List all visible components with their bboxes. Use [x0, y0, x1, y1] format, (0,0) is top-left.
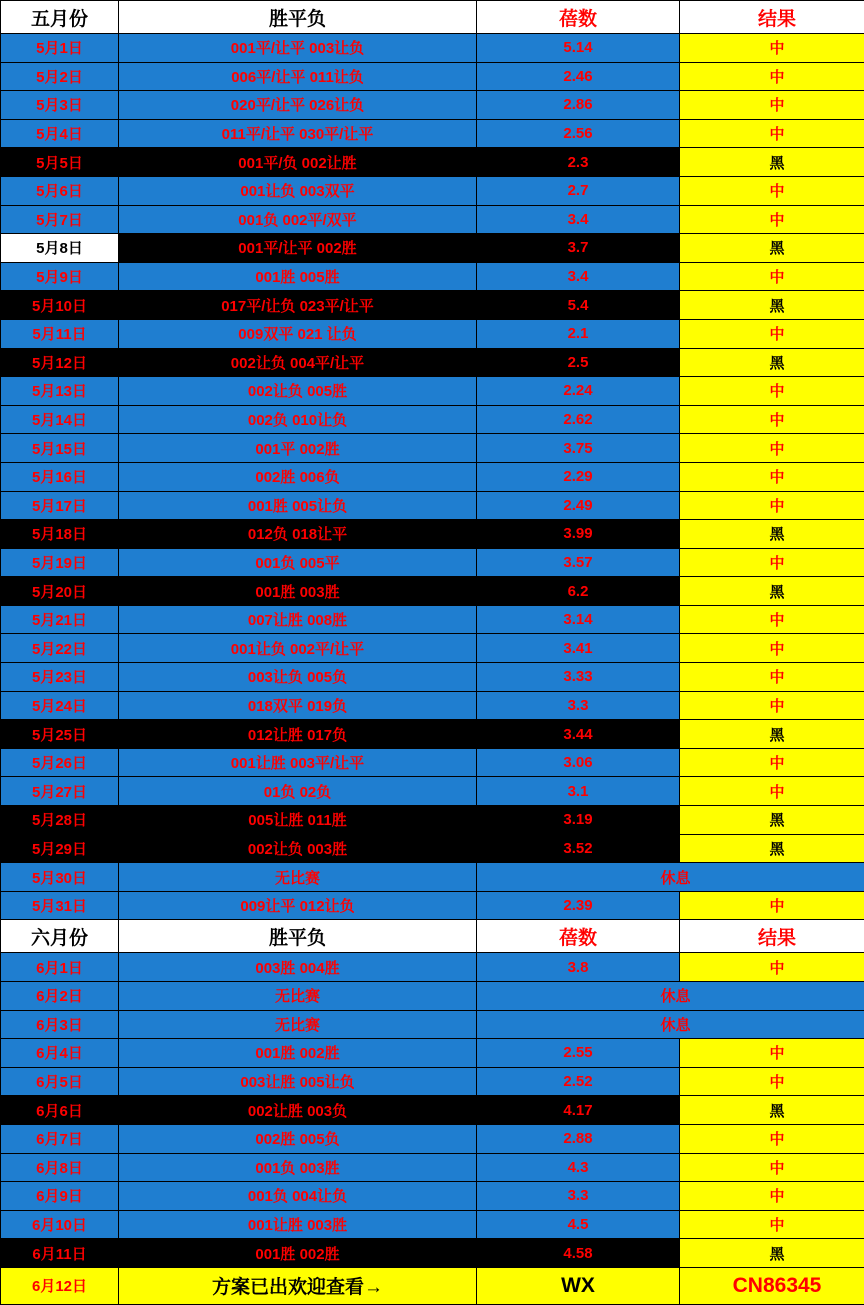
row-date: 6月8日 [1, 1153, 119, 1182]
footer-wechat-id[interactable]: CN86345 [680, 1267, 864, 1304]
header-cell-match: 胜平负 [119, 1, 477, 34]
row-match: 001平/让平 003让负 [119, 34, 477, 63]
row-odds: 3.3 [477, 1182, 680, 1211]
row-match: 005让胜 011胜 [119, 806, 477, 835]
row-match: 002让负 005胜 [119, 377, 477, 406]
row-match: 001负 004让负 [119, 1182, 477, 1211]
table-row [1, 462, 864, 491]
row-result: 中 [680, 691, 864, 720]
row-date: 6月7日 [1, 1124, 119, 1153]
header-cell-result: 结果 [680, 1, 864, 34]
row-result: 中 [680, 405, 864, 434]
table-row [1, 319, 864, 348]
row-result: 中 [680, 176, 864, 205]
row-odds: 2.55 [477, 1039, 680, 1068]
table-row [1, 720, 864, 749]
row-result: 中 [680, 777, 864, 806]
table-row [1, 91, 864, 120]
row-match: 无比赛 [119, 863, 477, 892]
table-row [1, 348, 864, 377]
row-result: 黑 [680, 720, 864, 749]
row-date: 5月16日 [1, 462, 119, 491]
row-match: 002胜 005负 [119, 1124, 477, 1153]
row-match: 002让负 004平/让平 [119, 348, 477, 377]
table-row [1, 834, 864, 863]
row-date: 6月10日 [1, 1210, 119, 1239]
row-result: 中 [680, 748, 864, 777]
row-odds: 6.2 [477, 577, 680, 606]
row-result: 中 [680, 1124, 864, 1153]
row-match: 003胜 004胜 [119, 953, 477, 982]
row-date: 5月24日 [1, 691, 119, 720]
row-result: 中 [680, 663, 864, 692]
row-date: 5月30日 [1, 863, 119, 892]
footer-row [1, 1267, 864, 1304]
table-row [1, 205, 864, 234]
header-cell-date: 六月份 [1, 920, 119, 953]
row-date: 5月13日 [1, 377, 119, 406]
row-match: 001负 002平/双平 [119, 205, 477, 234]
row-date: 5月10日 [1, 291, 119, 320]
table-row [1, 806, 864, 835]
row-match: 001平 002胜 [119, 434, 477, 463]
table-row [1, 1067, 864, 1096]
row-date: 5月31日 [1, 891, 119, 920]
row-date: 5月23日 [1, 663, 119, 692]
row-result: 中 [680, 1210, 864, 1239]
row-odds: 2.1 [477, 319, 680, 348]
row-date: 5月19日 [1, 548, 119, 577]
row-odds: 2.5 [477, 348, 680, 377]
table-row [1, 863, 864, 892]
row-date: 5月26日 [1, 748, 119, 777]
table-header-row-june [1, 920, 864, 953]
table-row [1, 1039, 864, 1068]
table-row [1, 491, 864, 520]
row-match: 001让负 002平/让平 [119, 634, 477, 663]
footer-promo-text[interactable]: 方案已出欢迎查看→ [119, 1267, 477, 1304]
row-match: 017平/让负 023平/让平 [119, 291, 477, 320]
table-row [1, 62, 864, 91]
table-row [1, 777, 864, 806]
row-result: 中 [680, 462, 864, 491]
table-row [1, 548, 864, 577]
table-header-row-may [1, 1, 864, 34]
row-result: 中 [680, 262, 864, 291]
row-date: 5月4日 [1, 119, 119, 148]
row-date: 5月20日 [1, 577, 119, 606]
header-cell-date: 五月份 [1, 1, 119, 34]
row-result: 黑 [680, 1239, 864, 1268]
row-result: 中 [680, 891, 864, 920]
table-row [1, 405, 864, 434]
row-date: 5月21日 [1, 605, 119, 634]
row-match: 007让胜 008胜 [119, 605, 477, 634]
row-date: 5月7日 [1, 205, 119, 234]
row-date: 5月22日 [1, 634, 119, 663]
table-row [1, 691, 864, 720]
row-odds: 2.24 [477, 377, 680, 406]
row-result: 中 [680, 953, 864, 982]
row-odds: 休息 [477, 863, 864, 892]
table-row [1, 748, 864, 777]
row-date: 6月5日 [1, 1067, 119, 1096]
row-odds: 休息 [477, 982, 864, 1011]
row-odds: 3.44 [477, 720, 680, 749]
row-odds: 3.33 [477, 663, 680, 692]
row-odds: 3.57 [477, 548, 680, 577]
row-date: 5月3日 [1, 91, 119, 120]
row-match: 003让负 005负 [119, 663, 477, 692]
row-match: 020平/让平 026让负 [119, 91, 477, 120]
row-result: 黑 [680, 291, 864, 320]
row-match: 001平/让平 002胜 [119, 234, 477, 263]
row-match: 011平/让平 030平/让平 [119, 119, 477, 148]
row-odds: 5.4 [477, 291, 680, 320]
row-odds: 3.1 [477, 777, 680, 806]
row-match: 001胜 005胜 [119, 262, 477, 291]
row-match: 001胜 003胜 [119, 577, 477, 606]
table-row [1, 1124, 864, 1153]
row-result: 中 [680, 377, 864, 406]
row-date: 5月12日 [1, 348, 119, 377]
table-row [1, 176, 864, 205]
table-row [1, 1096, 864, 1125]
row-odds: 2.3 [477, 148, 680, 177]
row-result: 中 [680, 605, 864, 634]
row-result: 中 [680, 1039, 864, 1068]
row-odds: 2.46 [477, 62, 680, 91]
row-match: 009让平 012让负 [119, 891, 477, 920]
row-date: 5月25日 [1, 720, 119, 749]
header-cell-odds: 蓓数 [477, 920, 680, 953]
row-odds: 2.52 [477, 1067, 680, 1096]
row-date: 6月9日 [1, 1182, 119, 1211]
row-match: 018双平 019负 [119, 691, 477, 720]
row-match: 002让胜 003负 [119, 1096, 477, 1125]
row-match: 001让胜 003平/让平 [119, 748, 477, 777]
row-odds: 2.29 [477, 462, 680, 491]
header-cell-result: 结果 [680, 920, 864, 953]
row-odds: 3.19 [477, 806, 680, 835]
footer-date: 6月12日 [1, 1267, 119, 1304]
row-odds: 2.88 [477, 1124, 680, 1153]
table-row [1, 1182, 864, 1211]
row-date: 5月28日 [1, 806, 119, 835]
row-match: 001胜 005让负 [119, 491, 477, 520]
row-odds: 3.7 [477, 234, 680, 263]
row-date: 6月6日 [1, 1096, 119, 1125]
row-result: 中 [680, 91, 864, 120]
row-odds: 2.7 [477, 176, 680, 205]
row-odds: 4.58 [477, 1239, 680, 1268]
row-match: 002让负 003胜 [119, 834, 477, 863]
row-date: 5月29日 [1, 834, 119, 863]
row-odds: 3.06 [477, 748, 680, 777]
table-row [1, 34, 864, 63]
row-result: 中 [680, 1067, 864, 1096]
row-match: 012让胜 017负 [119, 720, 477, 749]
row-date: 6月4日 [1, 1039, 119, 1068]
row-match: 002胜 006负 [119, 462, 477, 491]
row-date: 6月3日 [1, 1010, 119, 1039]
header-cell-match: 胜平负 [119, 920, 477, 953]
row-result: 中 [680, 319, 864, 348]
row-match: 001胜 002胜 [119, 1239, 477, 1268]
row-result: 中 [680, 119, 864, 148]
row-odds: 2.49 [477, 491, 680, 520]
row-date: 5月8日 [1, 234, 119, 263]
row-match: 009双平 021 让负 [119, 319, 477, 348]
row-date: 6月11日 [1, 1239, 119, 1268]
row-date: 5月5日 [1, 148, 119, 177]
row-match: 无比赛 [119, 1010, 477, 1039]
row-odds: 3.52 [477, 834, 680, 863]
row-date: 5月11日 [1, 319, 119, 348]
row-result: 黑 [680, 577, 864, 606]
row-match: 003让胜 005让负 [119, 1067, 477, 1096]
table-row [1, 234, 864, 263]
row-result: 中 [680, 1182, 864, 1211]
row-date: 5月1日 [1, 34, 119, 63]
table-row [1, 119, 864, 148]
row-odds: 3.41 [477, 634, 680, 663]
row-result: 中 [680, 548, 864, 577]
row-match: 006平/让平 011让负 [119, 62, 477, 91]
row-result: 中 [680, 205, 864, 234]
row-match: 012负 018让平 [119, 520, 477, 549]
row-result: 黑 [680, 1096, 864, 1125]
table-row [1, 377, 864, 406]
row-odds: 5.14 [477, 34, 680, 63]
row-odds: 4.17 [477, 1096, 680, 1125]
table-row [1, 982, 864, 1011]
table-row [1, 891, 864, 920]
table-row [1, 577, 864, 606]
table-row [1, 1239, 864, 1268]
row-match: 001负 005平 [119, 548, 477, 577]
row-odds: 休息 [477, 1010, 864, 1039]
row-result: 黑 [680, 806, 864, 835]
row-odds: 3.99 [477, 520, 680, 549]
table-row [1, 605, 864, 634]
row-result: 黑 [680, 234, 864, 263]
row-result: 黑 [680, 148, 864, 177]
row-date: 5月6日 [1, 176, 119, 205]
row-odds: 2.86 [477, 91, 680, 120]
row-match: 001让胜 003胜 [119, 1210, 477, 1239]
table-row [1, 520, 864, 549]
row-date: 5月27日 [1, 777, 119, 806]
table-row [1, 953, 864, 982]
table-row [1, 262, 864, 291]
table-row [1, 634, 864, 663]
row-date: 5月9日 [1, 262, 119, 291]
footer-wechat-label: WX [477, 1267, 680, 1304]
row-odds: 2.56 [477, 119, 680, 148]
table-row [1, 291, 864, 320]
row-date: 5月14日 [1, 405, 119, 434]
row-date: 5月17日 [1, 491, 119, 520]
row-odds: 2.39 [477, 891, 680, 920]
row-odds: 2.62 [477, 405, 680, 434]
row-date: 6月1日 [1, 953, 119, 982]
table-row [1, 148, 864, 177]
row-odds: 3.75 [477, 434, 680, 463]
row-date: 5月18日 [1, 520, 119, 549]
row-match: 002负 010让负 [119, 405, 477, 434]
row-match: 001胜 002胜 [119, 1039, 477, 1068]
row-result: 黑 [680, 834, 864, 863]
row-result: 中 [680, 434, 864, 463]
row-odds: 3.4 [477, 262, 680, 291]
row-result: 中 [680, 634, 864, 663]
row-odds: 4.3 [477, 1153, 680, 1182]
row-odds: 3.8 [477, 953, 680, 982]
table-row [1, 1010, 864, 1039]
row-result: 黑 [680, 348, 864, 377]
row-odds: 3.4 [477, 205, 680, 234]
row-date: 5月15日 [1, 434, 119, 463]
row-result: 中 [680, 491, 864, 520]
row-result: 黑 [680, 520, 864, 549]
row-match: 无比赛 [119, 982, 477, 1011]
table-row [1, 1153, 864, 1182]
row-match: 001让负 003双平 [119, 176, 477, 205]
row-date: 6月2日 [1, 982, 119, 1011]
row-result: 中 [680, 62, 864, 91]
row-result: 中 [680, 1153, 864, 1182]
header-cell-odds: 蓓数 [477, 1, 680, 34]
row-match: 001平/负 002让胜 [119, 148, 477, 177]
row-match: 001负 003胜 [119, 1153, 477, 1182]
row-match: 01负 02负 [119, 777, 477, 806]
row-date: 5月2日 [1, 62, 119, 91]
row-odds: 3.3 [477, 691, 680, 720]
table-row [1, 1210, 864, 1239]
table-row [1, 663, 864, 692]
row-odds: 4.5 [477, 1210, 680, 1239]
table-row [1, 434, 864, 463]
row-odds: 3.14 [477, 605, 680, 634]
row-result: 中 [680, 34, 864, 63]
